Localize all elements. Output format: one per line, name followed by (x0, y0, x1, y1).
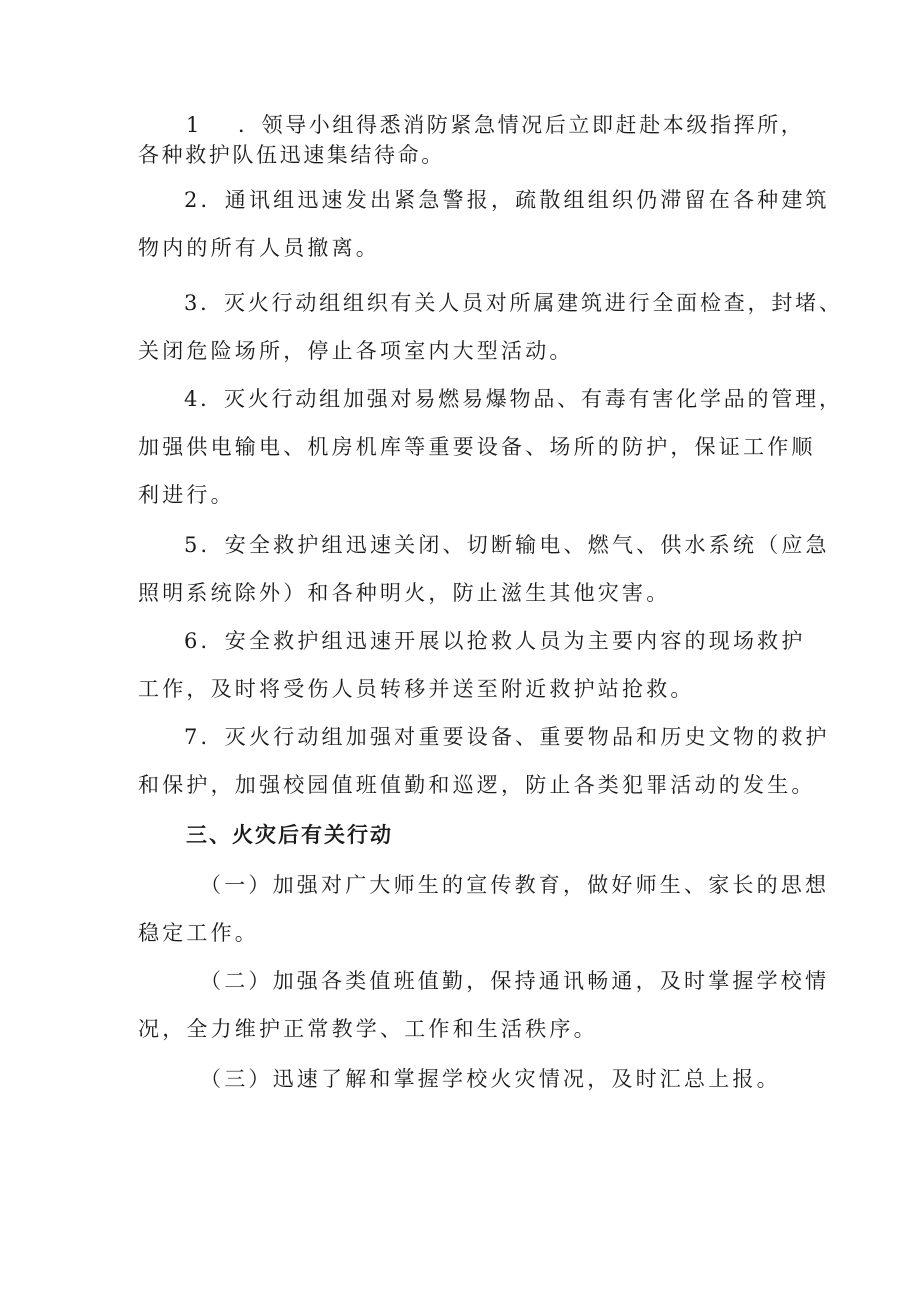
item6-line1: 6．安全救护组迅速开展以抢救人员为主要内容的现场救护 (184, 629, 806, 653)
item1-line2: 各种救护队伍迅速集结待命。 (138, 143, 445, 167)
item5-line1: 5．安全救护组迅速关闭、切断输电、燃气、供水系统（应急 (184, 533, 830, 557)
item3-line1: 3．灭火行动组组织有关人员对所属建筑进行全面检查，封堵、 (184, 291, 843, 315)
section-heading: 三、火灾后有关行动 (186, 823, 393, 847)
item1-number: 1 (186, 113, 203, 137)
item6-line2: 工作，及时将受伤人员转移并送至附近救护站抢救。 (138, 677, 695, 701)
item4-line3: 利进行。 (138, 483, 235, 507)
section3-p1-line2: 稳定工作。 (138, 921, 259, 945)
section3-p1-line1: （一）加强对广大师生的宣传教育，做好师生、家长的思想 (200, 873, 830, 897)
item2-line1: 2．通讯组迅速发出紧急警报，疏散组组织仍滞留在各种建筑 (184, 188, 830, 212)
item4-line1: 4．灭火行动组加强对易燃易爆物品、有毒有害化学品的管理， (184, 387, 843, 411)
item5-line2: 照明系统除外）和各种明火，防止滋生其他灾害。 (138, 581, 671, 605)
section3-p2-line1: （二）加强各类值班值勤，保持通讯畅通，及时掌握学校情 (200, 969, 830, 993)
item4-line2: 加强供电输电、机房机库等重要设备、场所的防护，保证工作顺 (138, 435, 816, 459)
item7-line2: 和保护，加强校园值班值勤和巡逻，防止各类犯罪活动的发生。 (138, 773, 816, 797)
section3-p2-line2: 况，全力维护正常教学、工作和生活秩序。 (138, 1017, 598, 1041)
item2-line2: 物内的所有人员撤离。 (138, 236, 380, 260)
item3-line2: 关闭危险场所，停止各项室内大型活动。 (138, 339, 574, 363)
item1-line1: ．领导小组得悉消防紧急情况后立即赶赴本级指挥所， (238, 113, 805, 137)
item7-line1: 7．灭火行动组加强对重要设备、重要物品和历史文物的救护 (184, 725, 830, 749)
section3-p3-line1: （三）迅速了解和掌握学校火灾情况，及时汇总上报。 (200, 1067, 781, 1091)
